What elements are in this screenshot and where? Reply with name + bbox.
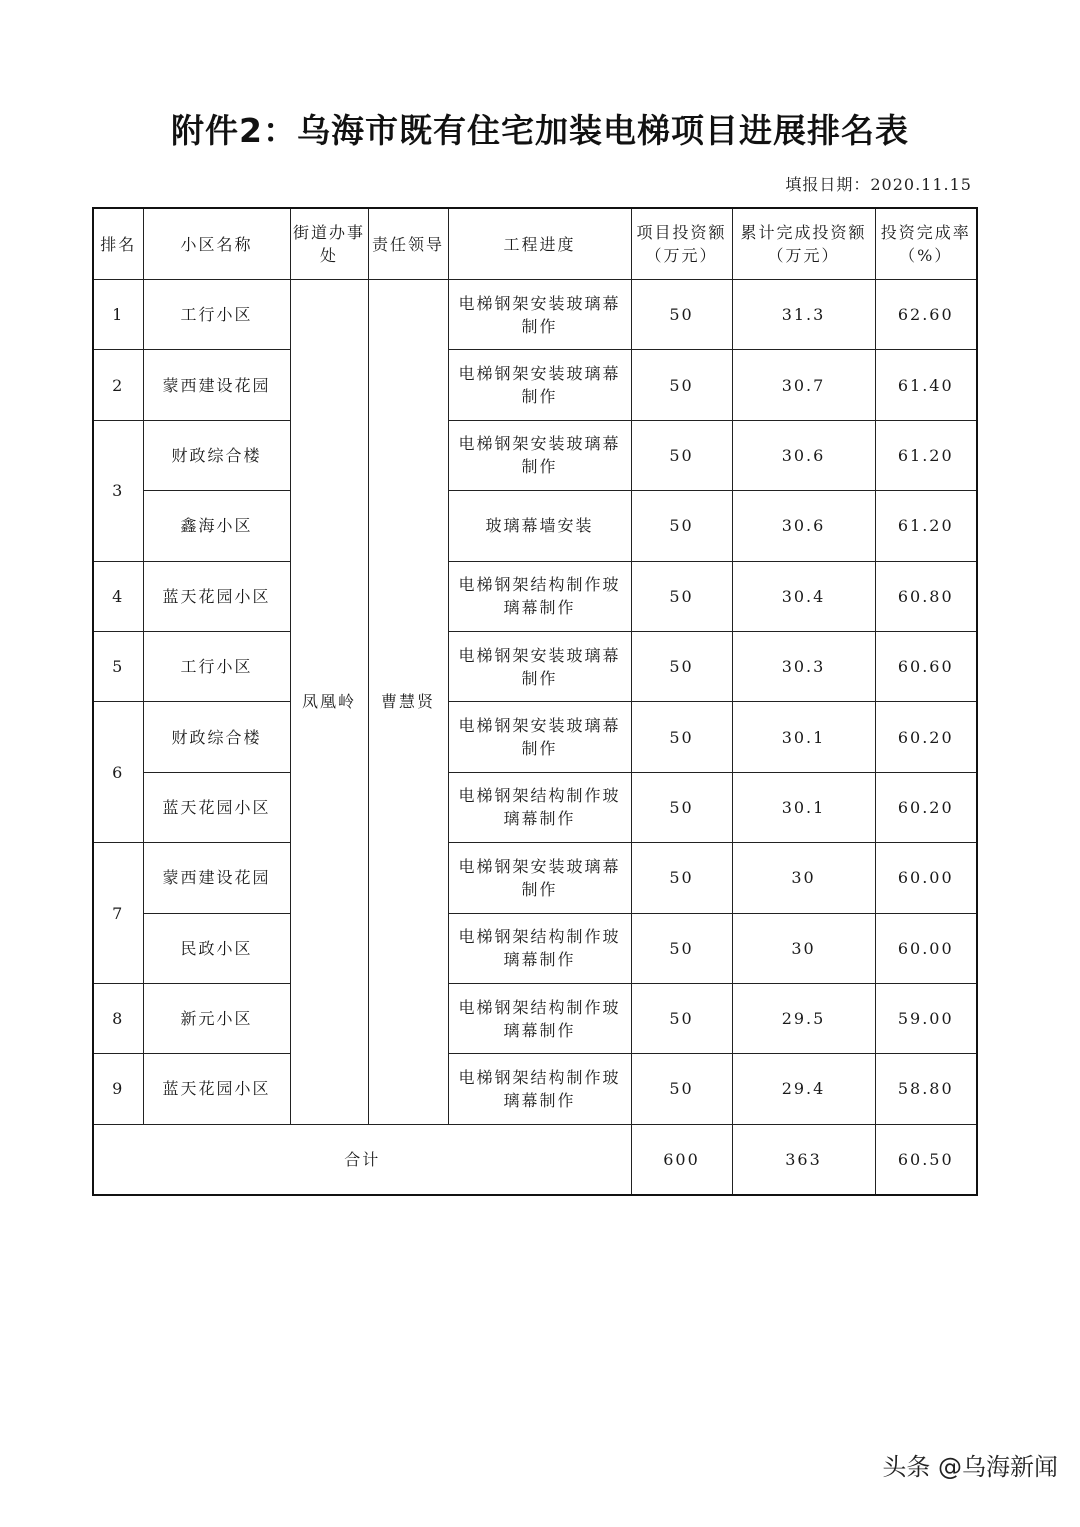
table-row [93, 1054, 977, 1124]
investment-cell: 50 [631, 491, 732, 561]
rank-cell: 8 [93, 983, 143, 1053]
rank-cell: 3 [93, 420, 143, 561]
fill-date: 填报日期：2020.11.15 [785, 175, 972, 194]
community-cell: 民政小区 [143, 913, 290, 983]
investment-cell: 50 [631, 420, 732, 490]
progress-cell: 电梯钢架安装玻璃幕制作 [448, 420, 631, 490]
table-row [93, 280, 977, 350]
rate-cell: 59.00 [875, 983, 977, 1053]
progress-cell: 电梯钢架安装玻璃幕制作 [448, 631, 631, 701]
community-cell: 蓝天花园小区 [143, 1054, 290, 1124]
community-cell: 蓝天花园小区 [143, 561, 290, 631]
progress-cell: 电梯钢架结构制作玻璃幕制作 [448, 1054, 631, 1124]
header-leader: 责任领导 [368, 208, 448, 280]
rate-cell: 60.00 [875, 913, 977, 983]
community-cell: 蒙西建设花园 [143, 350, 290, 420]
progress-cell: 电梯钢架安装玻璃幕制作 [448, 350, 631, 420]
rate-cell: 60.80 [875, 561, 977, 631]
completed-cell: 29.5 [732, 983, 875, 1053]
rate-cell: 61.40 [875, 350, 977, 420]
progress-cell: 电梯钢架结构制作玻璃幕制作 [448, 561, 631, 631]
table-row [93, 772, 977, 842]
rate-cell: 61.20 [875, 420, 977, 490]
investment-cell: 50 [631, 631, 732, 701]
table-row [93, 491, 977, 561]
total-label: 合计 [93, 1124, 631, 1195]
completed-cell: 30.1 [732, 772, 875, 842]
rate-cell: 62.60 [875, 280, 977, 350]
investment-cell: 50 [631, 280, 732, 350]
header-completed: 累计完成投资额（万元） [732, 208, 875, 280]
rate-cell: 60.20 [875, 702, 977, 772]
total-investment: 600 [631, 1124, 732, 1195]
community-cell: 工行小区 [143, 631, 290, 701]
table-row [93, 843, 977, 913]
progress-cell: 电梯钢架结构制作玻璃幕制作 [448, 913, 631, 983]
investment-cell: 50 [631, 702, 732, 772]
table-row [93, 420, 977, 490]
ranking-table [92, 207, 978, 1196]
total-completed: 363 [732, 1124, 875, 1195]
completed-cell: 30.4 [732, 561, 875, 631]
investment-cell: 50 [631, 350, 732, 420]
community-cell: 蓝天花园小区 [143, 772, 290, 842]
page-title: 附件2：乌海市既有住宅加装电梯项目进展排名表 [171, 111, 909, 150]
total-row [93, 1124, 977, 1195]
leader-cell: 曹慧贤 [368, 280, 448, 1125]
rate-cell: 61.20 [875, 491, 977, 561]
progress-cell: 电梯钢架安装玻璃幕制作 [448, 280, 631, 350]
rank-cell: 2 [93, 350, 143, 420]
completed-cell: 30.3 [732, 631, 875, 701]
rank-cell: 4 [93, 561, 143, 631]
total-rate: 60.50 [875, 1124, 977, 1195]
rank-cell: 5 [93, 631, 143, 701]
progress-cell: 电梯钢架结构制作玻璃幕制作 [448, 983, 631, 1053]
rate-cell: 60.20 [875, 772, 977, 842]
community-cell: 财政综合楼 [143, 702, 290, 772]
investment-cell: 50 [631, 913, 732, 983]
header-progress: 工程进度 [448, 208, 631, 280]
table-header-row [93, 208, 977, 280]
investment-cell: 50 [631, 983, 732, 1053]
table-row [93, 631, 977, 701]
rate-cell: 60.60 [875, 631, 977, 701]
investment-cell: 50 [631, 772, 732, 842]
table-row [93, 702, 977, 772]
completed-cell: 30 [732, 913, 875, 983]
community-cell: 蒙西建设花园 [143, 843, 290, 913]
progress-cell: 电梯钢架安装玻璃幕制作 [448, 843, 631, 913]
rate-cell: 58.80 [875, 1054, 977, 1124]
community-cell: 新元小区 [143, 983, 290, 1053]
completed-cell: 30.1 [732, 702, 875, 772]
community-cell: 工行小区 [143, 280, 290, 350]
header-street-office: 街道办事处 [290, 208, 368, 280]
table-row [93, 561, 977, 631]
header-rate: 投资完成率（%） [875, 208, 977, 280]
header-community: 小区名称 [143, 208, 290, 280]
rank-cell: 9 [93, 1054, 143, 1124]
rank-cell: 7 [93, 843, 143, 984]
investment-cell: 50 [631, 1054, 732, 1124]
completed-cell: 30 [732, 843, 875, 913]
rank-cell: 1 [93, 280, 143, 350]
table-row [93, 350, 977, 420]
completed-cell: 30.7 [732, 350, 875, 420]
progress-cell: 电梯钢架结构制作玻璃幕制作 [448, 772, 631, 842]
table-row [93, 983, 977, 1053]
progress-cell: 电梯钢架安装玻璃幕制作 [448, 702, 631, 772]
community-cell: 财政综合楼 [143, 420, 290, 490]
table-row [93, 913, 977, 983]
completed-cell: 31.3 [732, 280, 875, 350]
investment-cell: 50 [631, 843, 732, 913]
source-watermark: 头条 @乌海新闻 [882, 1453, 1058, 1481]
community-cell: 鑫海小区 [143, 491, 290, 561]
header-investment: 项目投资额（万元） [631, 208, 732, 280]
completed-cell: 30.6 [732, 420, 875, 490]
progress-cell: 玻璃幕墙安装 [448, 491, 631, 561]
rate-cell: 60.00 [875, 843, 977, 913]
completed-cell: 30.6 [732, 491, 875, 561]
street-office-cell: 凤凰岭 [290, 280, 368, 1125]
investment-cell: 50 [631, 561, 732, 631]
completed-cell: 29.4 [732, 1054, 875, 1124]
rank-cell: 6 [93, 702, 143, 843]
header-rank: 排名 [93, 208, 143, 280]
